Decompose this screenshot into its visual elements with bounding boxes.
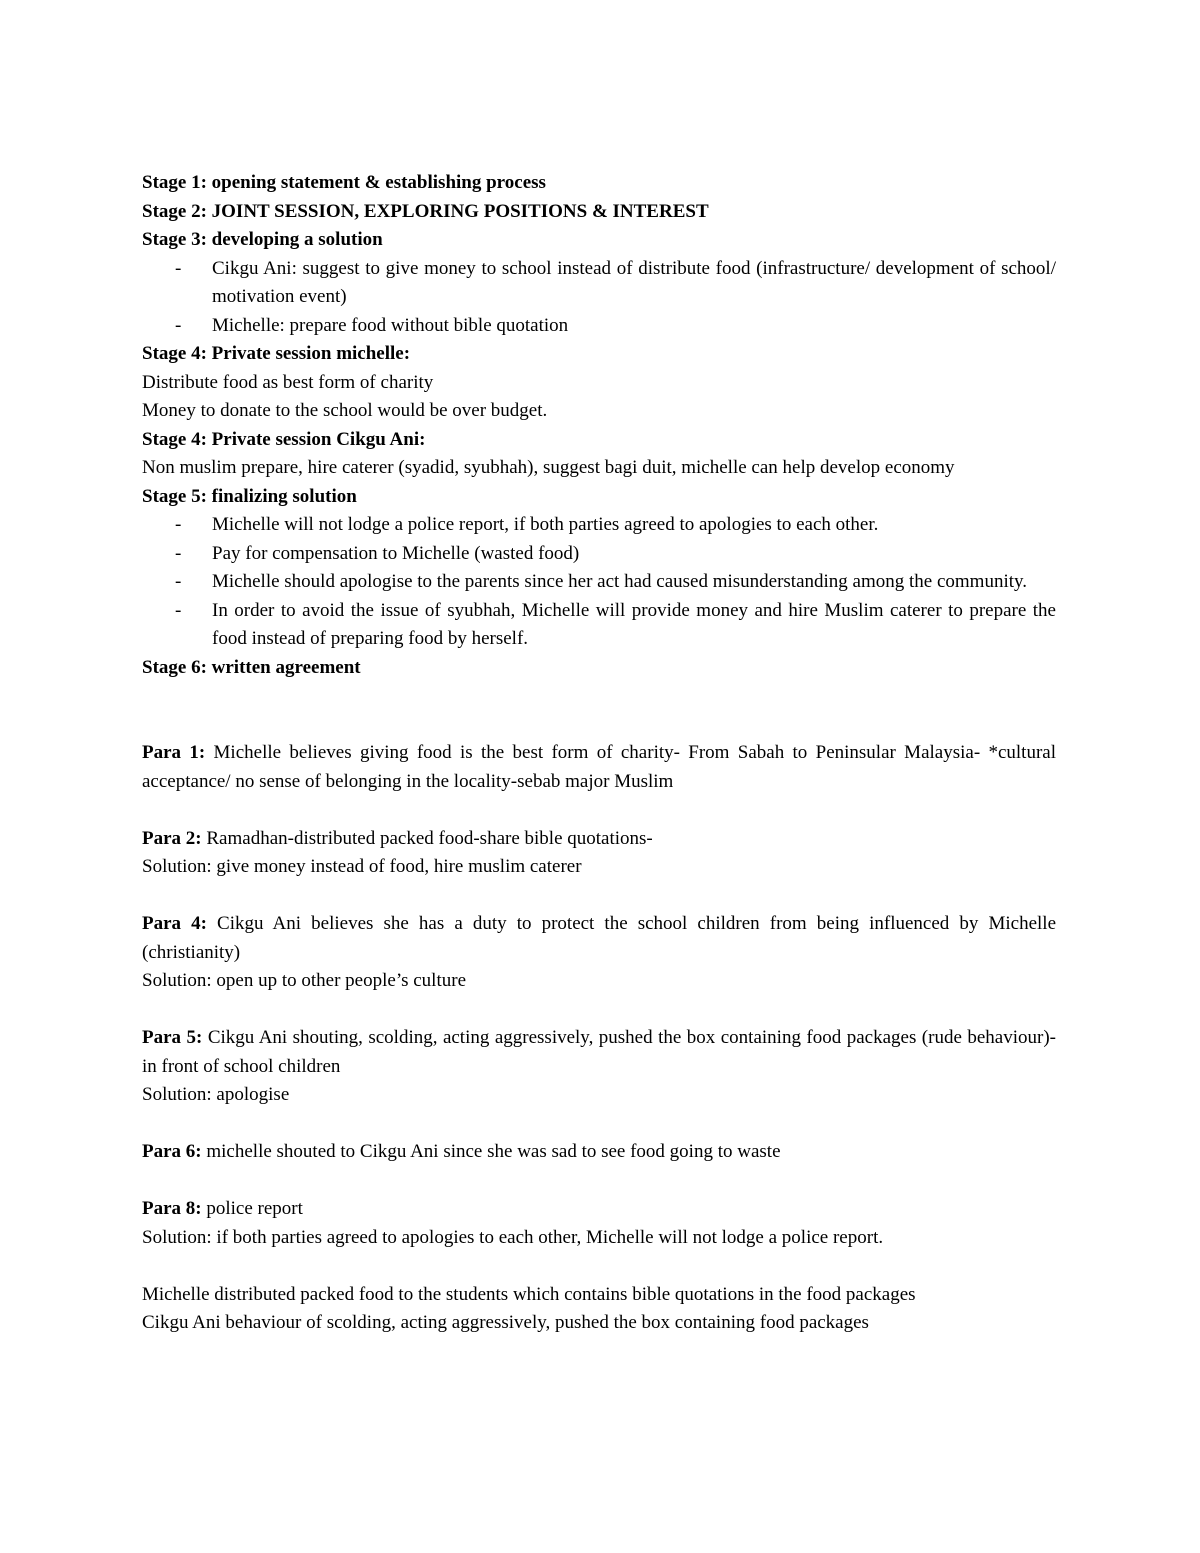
- closing-line: Cikgu Ani behaviour of scolding, acting aggressively, pushed the box containing food packages: [142, 1312, 869, 1333]
- spacer: [142, 1167, 1056, 1196]
- stage-3-bullet: [142, 312, 1056, 341]
- para-4: Para 4: Cikgu Ani believes she has a duty to protect the school children from being influenced by Michelle (christianity): [142, 913, 1056, 963]
- spacer: [142, 796, 1056, 825]
- stage-4-michelle-line: Money to donate to the school would be over budget.: [142, 400, 548, 421]
- bullet-dash: -: [175, 314, 182, 336]
- bullet-text: Pay for compensation to Michelle (wasted food): [212, 542, 580, 564]
- para-5-solution: Solution: apologise: [142, 1084, 290, 1105]
- bullet-text: Michelle will not lodge a police report, if both parties agreed to apologies to each other.: [212, 514, 879, 535]
- spacer: [142, 882, 1056, 911]
- stage-1-heading: Stage 1: opening statement & establishing process: [142, 172, 546, 193]
- para-2-solution: Solution: give money instead of food, hire muslim caterer: [142, 856, 582, 877]
- para-5: Para 5: Cikgu Ani shouting, scolding, acting aggressively, pushed the box containing food packages (rude behaviour)- in front of school children: [142, 1027, 1056, 1077]
- para-8: Para 8: police report: [142, 1198, 303, 1219]
- bullet-dash: -: [175, 571, 182, 592]
- stage-6-heading: Stage 6: written agreement: [142, 656, 361, 678]
- stage-5-bullet: [142, 511, 1056, 540]
- stage-3-bullet: [142, 255, 1056, 312]
- stage-4-cikgu-text: Non muslim prepare, hire caterer (syadid, syubhah), suggest bagi duit, michelle can help develop economy: [142, 457, 955, 478]
- stage-4-michelle-heading: Stage 4: Private session michelle:: [142, 343, 411, 364]
- bullet-dash: -: [175, 599, 182, 621]
- bullet-text: Cikgu Ani: suggest to give money to school instead of distribute food (infrastructure/ development of school/ motivation event): [212, 257, 1056, 307]
- bullet-dash: -: [175, 542, 182, 564]
- document-page: [142, 169, 1056, 1338]
- stage-5-bullet: [142, 540, 1056, 569]
- bullet-dash: -: [175, 257, 182, 279]
- stage-2-heading: Stage 2: JOINT SESSION, EXPLORING POSITIONS & INTEREST: [142, 200, 709, 222]
- stage-5-heading: Stage 5: finalizing solution: [142, 485, 357, 507]
- stage-5-bullet: [142, 597, 1056, 654]
- spacer: [142, 682, 1056, 739]
- closing-line: Michelle distributed packed food to the students which contains bible quotations in the food packages: [142, 1283, 916, 1305]
- bullet-text: Michelle should apologise to the parents since her act had caused misunderstanding among the community.: [212, 571, 1028, 592]
- spacer: [142, 1252, 1056, 1281]
- stage-5-bullet: [142, 568, 1056, 597]
- para-6: Para 6: michelle shouted to Cikgu Ani since she was sad to see food going to waste: [142, 1141, 781, 1162]
- bullet-text: In order to avoid the issue of syubhah, Michelle will provide money and hire Muslim caterer to prepare the food instead of preparing food by herself.: [212, 599, 1056, 649]
- bullet-text: Michelle: prepare food without bible quotation: [212, 314, 569, 336]
- para-1: Para 1: Michelle believes giving food is the best form of charity- From Sabah to Peninsular Malaysia- *cultural acceptance/ no sense of belonging in the locality-sebab major Muslim: [142, 742, 1057, 792]
- bullet-dash: -: [175, 514, 182, 535]
- spacer: [142, 1110, 1056, 1139]
- spacer: [142, 996, 1056, 1025]
- para-2: Para 2: Ramadhan-distributed packed food-share bible quotations-: [142, 827, 653, 849]
- stage-4-michelle-line: Distribute food as best form of charity: [142, 371, 434, 393]
- stage-4-cikgu-heading: Stage 4: Private session Cikgu Ani:: [142, 428, 426, 450]
- stage-3-heading: Stage 3: developing a solution: [142, 229, 383, 250]
- para-4-solution: Solution: open up to other people’s culture: [142, 970, 467, 991]
- para-8-solution: Solution: if both parties agreed to apologies to each other, Michelle will not lodge a police report.: [142, 1226, 884, 1248]
